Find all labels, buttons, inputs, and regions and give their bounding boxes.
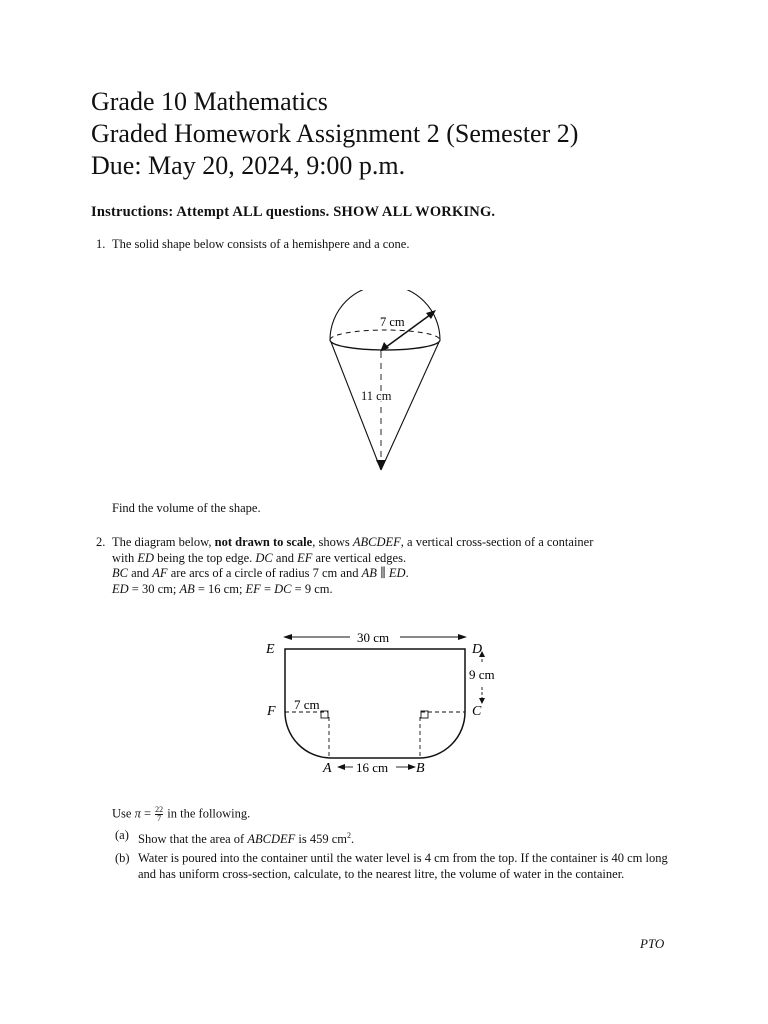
question-1-ask: Find the volume of the shape. xyxy=(112,501,261,515)
pto-label: PTO xyxy=(640,936,665,951)
question-2-text: The diagram below, not drawn to scale, shows ABCDEF, a vertical cross-section of a container with ED being the top edge. DC and EF are vertical edges. BC and AF are arcs of a circle of radius 7 cm and AB ∥ ED. ED = 30 cm; AB = 16 cm; EF = DC = 9 cm. xyxy=(112,535,594,596)
vertex-c: C xyxy=(472,704,482,719)
question-2-number: 2. xyxy=(96,535,106,549)
question-1-text: The solid shape below consists of a hemishpere and a cone. xyxy=(112,237,410,251)
vertex-d: D xyxy=(472,642,483,657)
pi-instruction: Use π = $\frac{22}{7}$ in the following. xyxy=(112,805,251,823)
base-label: 16 cm xyxy=(356,760,389,775)
container-cross-section-diagram xyxy=(260,625,510,780)
document-title xyxy=(91,86,578,182)
height-label: 11 cm xyxy=(361,389,392,403)
vertex-a: A xyxy=(323,761,332,776)
part-b-text: Water is poured into the container until the water level is 4 cm from the top. If the container is 40 cm long and has uniform cross-section, calculate, to the nearest litre, the volume of water in the container. xyxy=(138,851,668,881)
instructions: Instructions: Attempt ALL questions. SHOW ALL WORKING. xyxy=(91,204,496,220)
hemisphere-cone-diagram xyxy=(320,290,450,480)
title-line-grade: Grade 10 Mathematics xyxy=(91,87,328,116)
radius-label: 7 cm xyxy=(380,315,405,329)
height-dimension-label: 9 cm xyxy=(469,667,495,682)
vertex-f: F xyxy=(267,704,276,719)
title-line-assignment: Graded Homework Assignment 2 (Semester 2) xyxy=(91,119,579,148)
part-a-text: Show that the area of ABCDEF is 459 $cm^2$. xyxy=(138,831,355,847)
vertex-e: E xyxy=(266,642,275,657)
title-line-due-date: Due: May 20, 2024, 9:00 p.m. xyxy=(91,151,406,180)
radius-label: 7 cm xyxy=(294,697,320,712)
pi-fraction: $\frac{22}{7}$ xyxy=(155,805,164,823)
vertex-b: B xyxy=(416,761,425,776)
part-b-label: (b) xyxy=(115,851,130,865)
width-label: 30 cm xyxy=(357,630,390,645)
part-a-label: (a) xyxy=(115,828,129,842)
question-1-number: 1. xyxy=(96,237,106,251)
